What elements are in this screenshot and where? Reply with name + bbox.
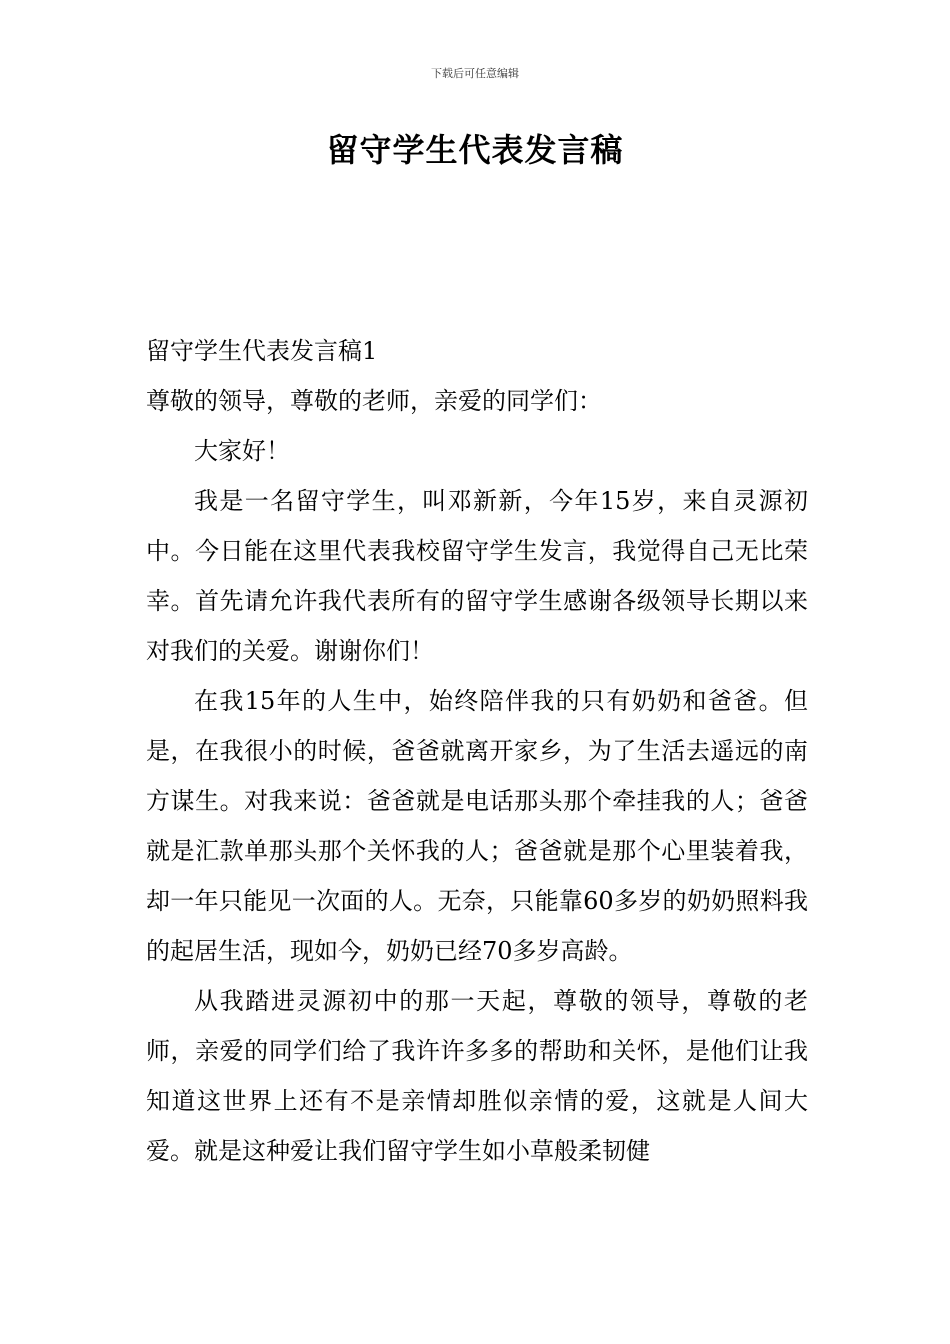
paragraph-family: 在我15年的人生中，始终陪伴我的只有奶奶和爸爸。但是，在我很小的时候，爸爸就离开家乡，为了生活去遥远的南方谋生。对我来说：爸爸就是电话那头那个牵挂我的人；爸爸就是汇款单那头那个关怀我的人；爸爸就是那个心里装着我，却一年只能见一次面的人。无奈，只能靠60多岁的奶奶照料我的起居生活，现如今，奶奶已经70多岁高龄。 [146, 687, 808, 965]
paragraph-school: 从我踏进灵源初中的那一天起，尊敬的领导，尊敬的老师，亲爱的同学们给了我许许多多的帮助和关怀，是他们让我知道这世界上还有不是亲情却胜似亲情的爱，这就是人间大爱。就是这种爱让我们留守学生如小草般柔韧健 [146, 987, 808, 1165]
paragraph-introduction: 我是一名留守学生，叫邓新新，今年15岁，来自灵源初中。今日能在这里代表我校留守学生发言，我觉得自己无比荣幸。首先请允许我代表所有的留守学生感谢各级领导长期以来对我们的关爱。谢谢你们！ [146, 487, 808, 665]
header-note: 下载后可任意编辑 [431, 67, 519, 80]
paragraph-greeting: 大家好！ [194, 437, 290, 465]
section-heading: 留守学生代表发言稿1 [146, 337, 378, 365]
document-title: 留守学生代表发言稿 [326, 131, 624, 169]
document-body [146, 326, 808, 1176]
salutation: 尊敬的领导，尊敬的老师，亲爱的同学们： [146, 387, 602, 415]
